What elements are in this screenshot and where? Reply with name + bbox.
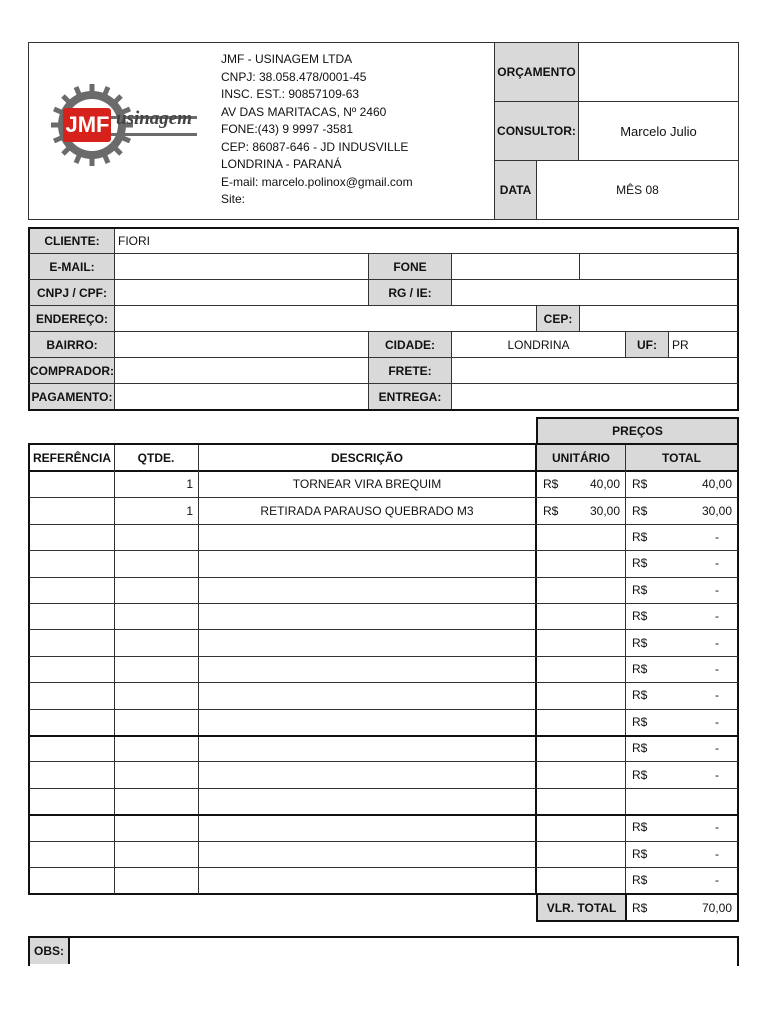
row-unit-currency[interactable]	[540, 550, 570, 576]
row-unit-value[interactable]	[570, 550, 625, 576]
row-referencia[interactable]	[31, 709, 114, 735]
row-total-value[interactable]: -	[715, 688, 719, 703]
row-descricao[interactable]	[199, 841, 535, 867]
row-unit-currency[interactable]	[540, 841, 570, 867]
row-total-currency[interactable]: R$	[632, 661, 648, 676]
row-qtde[interactable]	[115, 682, 198, 708]
row-referencia[interactable]	[31, 577, 114, 603]
row-unit-currency[interactable]	[540, 629, 570, 655]
row-descricao[interactable]	[199, 735, 535, 761]
row-total-currency[interactable]: R$	[632, 873, 648, 888]
row-descricao[interactable]	[199, 709, 535, 735]
row-referencia[interactable]	[31, 550, 114, 576]
company-cep: CEP: 86087-646 - JD INDUSVILLE	[221, 139, 409, 154]
row-total-value[interactable]: -	[715, 714, 719, 729]
pagamento-label: PAGAMENTO:	[30, 384, 114, 409]
company-insc: INSC. EST.: 90857109-63	[221, 87, 360, 101]
row-unit-value[interactable]	[570, 577, 625, 603]
vlr-total-value: 70,00	[701, 900, 732, 915]
row-referencia[interactable]	[31, 867, 114, 893]
cliente-label: CLIENTE:	[30, 229, 114, 253]
comprador-label: COMPRADOR:	[30, 358, 114, 383]
vlr-total-label: VLR. TOTAL	[536, 893, 627, 922]
frete-label: FRETE:	[369, 358, 451, 383]
company-city: LONDRINA - PARANÁ	[221, 157, 342, 171]
consultor-value[interactable]: Marcelo Julio	[578, 101, 739, 161]
row-referencia[interactable]	[31, 735, 114, 761]
row-total-value[interactable]: 30,00	[701, 503, 732, 518]
company-name: JMF - USINAGEM LTDA	[221, 52, 353, 66]
row-total-currency[interactable]: R$	[632, 582, 648, 597]
company-address: AV DAS MARITACAS, Nº 2460	[221, 104, 387, 119]
row-unit-currency[interactable]	[540, 814, 570, 840]
data-label: DATA	[494, 160, 537, 220]
row-total-currency[interactable]: R$	[632, 556, 648, 571]
row-referencia[interactable]	[31, 841, 114, 867]
row-qtde[interactable]: 1	[186, 503, 193, 518]
row-qtde[interactable]	[115, 629, 198, 655]
cidade-value[interactable]: LONDRINA	[507, 337, 570, 352]
row-unit-currency[interactable]: R$	[543, 503, 559, 518]
row-total-value[interactable]: -	[715, 609, 719, 624]
data-value[interactable]: MÊS 08	[536, 160, 739, 220]
row-unit-value[interactable]	[570, 656, 625, 682]
company-logo	[50, 82, 200, 168]
row-descricao[interactable]	[199, 550, 535, 576]
row-unit-value[interactable]	[570, 682, 625, 708]
row-total-value[interactable]: -	[715, 741, 719, 756]
row-unit-value[interactable]	[570, 814, 625, 840]
cnpj-label: CNPJ / CPF:	[30, 280, 114, 305]
row-unit-currency[interactable]	[540, 788, 570, 814]
row-descricao[interactable]	[199, 814, 535, 840]
row-unit-value[interactable]: 40,00	[589, 477, 620, 492]
endereco-label: ENDEREÇO:	[30, 306, 114, 331]
row-descricao[interactable]: TORNEAR VIRA BREQUIM	[292, 477, 442, 492]
row-total-currency[interactable]: R$	[632, 767, 648, 782]
rg-label: RG / IE:	[369, 280, 451, 305]
row-unit-value[interactable]	[570, 735, 625, 761]
row-descricao[interactable]	[199, 867, 535, 893]
row-unit-value[interactable]	[570, 788, 625, 814]
col-referencia: REFERÊNCIA	[32, 451, 111, 465]
row-total-currency[interactable]: R$	[632, 714, 648, 729]
row-qtde[interactable]	[115, 656, 198, 682]
row-descricao[interactable]	[199, 682, 535, 708]
row-qtde[interactable]	[115, 577, 198, 603]
orcamento-label: ORÇAMENTO	[494, 42, 579, 102]
row-total-currency[interactable]: R$	[632, 846, 648, 861]
company-phone: FONE:(43) 9 9997 -3581	[221, 122, 354, 136]
row-unit-value[interactable]	[570, 761, 625, 787]
row-total-value[interactable]: 40,00	[701, 477, 732, 492]
row-unit-value[interactable]: 30,00	[589, 503, 620, 518]
row-unit-currency[interactable]	[540, 682, 570, 708]
email-label: E-MAIL:	[30, 254, 114, 279]
row-referencia[interactable]	[31, 524, 114, 550]
bairro-label: BAIRRO:	[30, 332, 114, 357]
row-unit-currency[interactable]	[540, 577, 570, 603]
row-total-currency[interactable]: R$	[632, 688, 648, 703]
row-total-value[interactable]: -	[715, 820, 719, 835]
col-total: TOTAL	[626, 445, 737, 471]
row-total-value[interactable]: -	[715, 529, 719, 544]
row-referencia[interactable]	[31, 814, 114, 840]
cliente-value[interactable]: FIORI	[118, 234, 150, 248]
cep-label: CEP:	[537, 306, 579, 331]
obs-label: OBS:	[30, 938, 70, 964]
row-total-currency[interactable]: R$	[632, 820, 648, 835]
row-total-value[interactable]: -	[715, 556, 719, 571]
consultor-label: CONSULTOR:	[494, 101, 579, 161]
row-referencia[interactable]	[31, 656, 114, 682]
row-total-value[interactable]: -	[715, 846, 719, 861]
row-total-value[interactable]: -	[715, 635, 719, 650]
col-qtde: QTDE.	[137, 451, 175, 465]
row-descricao[interactable]	[199, 603, 535, 629]
obs-box	[28, 936, 739, 966]
row-descricao[interactable]: RETIRADA PARAUSO QUEBRADO M3	[260, 503, 474, 518]
vlr-total-currency: R$	[632, 900, 648, 915]
row-unit-currency[interactable]	[540, 867, 570, 893]
col-descricao: DESCRIÇÃO	[330, 451, 403, 465]
row-total-currency[interactable]: R$	[632, 635, 648, 650]
row-descricao[interactable]	[199, 788, 535, 814]
row-total-value[interactable]: -	[715, 661, 719, 676]
entrega-label: ENTREGA:	[369, 384, 451, 409]
row-referencia[interactable]	[31, 682, 114, 708]
uf-label: UF:	[626, 332, 668, 357]
row-referencia[interactable]	[31, 497, 114, 523]
row-descricao[interactable]	[199, 629, 535, 655]
row-qtde[interactable]: 1	[186, 477, 193, 492]
row-unit-currency[interactable]	[540, 603, 570, 629]
row-qtde[interactable]	[115, 867, 198, 893]
row-unit-value[interactable]	[570, 709, 625, 735]
row-total-currency[interactable]	[629, 788, 659, 814]
row-unit-value[interactable]	[570, 867, 625, 893]
row-referencia[interactable]	[31, 788, 114, 814]
fone-label: FONE	[369, 254, 451, 279]
row-unit-currency[interactable]	[540, 761, 570, 787]
row-unit-value[interactable]	[570, 629, 625, 655]
row-qtde[interactable]	[115, 524, 198, 550]
row-unit-currency[interactable]	[540, 735, 570, 761]
company-cnpj: CNPJ: 38.058.478/0001-45	[221, 69, 367, 84]
row-total-value[interactable]: -	[715, 873, 719, 888]
row-total-currency[interactable]: R$	[632, 503, 648, 518]
row-total-value[interactable]: -	[715, 582, 719, 597]
row-referencia[interactable]	[31, 603, 114, 629]
logo-text-jmf: JMF	[65, 112, 110, 137]
row-descricao[interactable]	[199, 524, 535, 550]
row-unit-currency[interactable]	[540, 524, 570, 550]
row-qtde[interactable]	[115, 814, 198, 840]
row-qtde[interactable]	[115, 735, 198, 761]
col-unitario: UNITÁRIO	[537, 445, 625, 471]
row-total-value[interactable]	[660, 788, 737, 814]
row-referencia[interactable]	[31, 761, 114, 787]
row-unit-value[interactable]	[570, 841, 625, 867]
row-qtde[interactable]	[115, 709, 198, 735]
uf-value[interactable]: PR	[672, 337, 689, 352]
company-email: E-mail: marcelo.polinox@gmail.com	[221, 174, 413, 189]
row-unit-currency[interactable]	[540, 709, 570, 735]
row-descricao[interactable]	[199, 761, 535, 787]
logo-text-usinagem: usinagem	[116, 108, 193, 129]
row-unit-currency[interactable]: R$	[543, 477, 559, 492]
row-qtde[interactable]	[115, 841, 198, 867]
row-referencia[interactable]	[31, 471, 114, 497]
row-descricao[interactable]	[199, 656, 535, 682]
row-total-currency[interactable]: R$	[632, 741, 648, 756]
row-unit-value[interactable]	[570, 603, 625, 629]
row-qtde[interactable]	[115, 603, 198, 629]
row-total-currency[interactable]: R$	[632, 477, 648, 492]
row-total-currency[interactable]: R$	[632, 609, 648, 624]
row-descricao[interactable]	[199, 577, 535, 603]
row-qtde[interactable]	[115, 788, 198, 814]
row-unit-value[interactable]	[570, 524, 625, 550]
row-unit-currency[interactable]	[540, 656, 570, 682]
row-qtde[interactable]	[115, 761, 198, 787]
precos-header: PREÇOS	[536, 417, 739, 445]
row-total-currency[interactable]: R$	[632, 529, 648, 544]
company-site: Site:	[221, 192, 246, 206]
cidade-label: CIDADE:	[369, 332, 451, 357]
row-qtde[interactable]	[115, 550, 198, 576]
row-referencia[interactable]	[31, 629, 114, 655]
row-total-value[interactable]: -	[715, 767, 719, 782]
orcamento-value[interactable]	[578, 42, 739, 102]
